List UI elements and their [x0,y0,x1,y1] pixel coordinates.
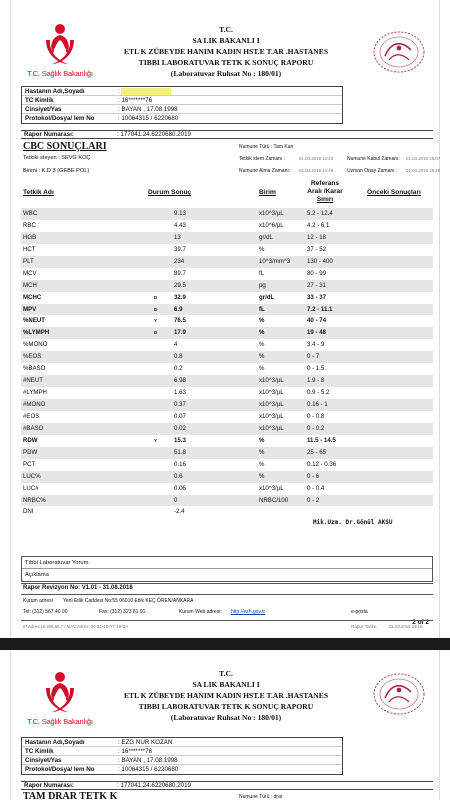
header-license: (Laboratuvar Ruhsat No : 180/01) [170,69,282,78]
result-row [21,435,433,447]
result-value: 0.2 [174,365,183,373]
patient-row [22,114,342,123]
reference-range: 12 - 18 [307,233,326,241]
reference-range: 37 - 52 [307,245,326,253]
report-header [101,668,351,723]
reference-range: 0 - 1.5 [307,365,325,373]
result-unit: pg [259,281,266,289]
result-row [21,280,433,292]
result-row [21,399,433,411]
header-report-type: TIBBI LABORATUVAR TETK K SONUÇ RAPORU [138,58,314,67]
header-ministry: SA LIK BAKANLI I [192,36,260,45]
reference-range: 25 - 65 [307,448,326,456]
test-name: MPV [23,305,37,313]
reference-range: 33 - 37 [307,293,326,301]
report-number-label: Rapor Numarası: [24,782,74,789]
report-header [101,24,351,79]
page-separator [0,638,450,650]
result-value: 0.37 [174,401,186,408]
result-row [21,232,433,244]
result-unit: x10^3/µL [259,412,284,420]
result-unit: % [259,245,265,253]
header-report-type: TIBBI LABORATUVAR TETK K SONUÇ RAPORU [138,702,314,711]
hospital-logo [371,28,427,76]
test-name: MCH [23,281,37,289]
result-value: -2.4 [174,508,185,516]
test-name: LUC% [23,472,41,480]
col-reference-line2: Aralı /Karar [307,188,343,195]
footer-divider [21,583,433,584]
ip-mac: IP Adres:10.208.56.7 / MAC Adres: 00-22-4D-77-19-BA [23,624,129,629]
report-page-2 [10,650,440,800]
ministry-logo [25,20,95,82]
test-name: #BASO [23,424,44,432]
tc-id-label: TC Kimlik [25,748,54,755]
result-unit: % [259,365,265,373]
header-hospital: ETL K ZÜBEYDE HANIM KADIN HST.E T.AR .HASTANES [123,691,329,700]
reference-range: 0 - 7 [307,353,320,361]
patient-name-value [118,87,171,96]
result-row [21,339,433,351]
reference-range: 27 - 31 [307,281,326,289]
revision-value: V1.01 - 31.08.2018 [81,585,133,591]
cbc-results-table [21,208,433,518]
lab-comment-title: Tıbbi Laboratuvar Yorum [22,557,432,569]
result-unit: % [259,436,265,444]
protocol-label: Protokol/Dosya/ lem No [25,766,95,773]
reference-range: 0 - 0.8 [307,412,325,420]
header-license: (Laboratuvar Ruhsat No : 180/01) [170,713,282,722]
web-link[interactable]: http://ezh.gov.tr [231,609,266,615]
patient-name-label: Hastanın Adı,Soyadı [25,88,85,95]
result-row [21,495,433,507]
sample-type: Numune Türü : Tam Kan [239,144,294,150]
request-time-value: 01.03.2019 14:43 [299,156,334,161]
test-name: RDW [23,436,38,444]
protocol-label: Protokol/Dosya/ lem No [25,115,95,122]
patient-info-box [21,86,343,124]
result-value: 234 [174,257,185,265]
patient-name-label: Hastanın Adı,Soyadı [25,739,85,746]
result-row [21,220,433,232]
footer-divider [21,594,433,595]
collect-time-value: 01.03.2019 14:46 [299,168,334,173]
approve-time-label: Uzman Onay Zamanı : [347,168,398,174]
result-value: 0.02 [174,424,186,432]
test-name: #LYMPH [23,389,47,397]
test-name: NRBC% [23,496,46,504]
result-value: 0.8 [174,353,183,361]
test-name: #EOS [23,412,40,420]
col-previous-results: Önceki Sonuçları [367,189,421,196]
hospital-logo [371,670,427,718]
lab-comment-desc: Açıklama [25,572,49,578]
result-unit: % [259,472,265,480]
report-number-label: Rapor Numarası: [24,131,74,138]
header-tc: T.C. [219,25,233,34]
result-value: 0.16 [174,460,186,468]
reference-range: 80 - 99 [307,269,326,277]
result-row [21,268,433,280]
test-name: %EOS [23,353,42,361]
status-flag: D [154,330,158,336]
sample-type: Numune Türü : drar [239,794,283,800]
report-page-1 [10,0,440,638]
urine-section-title: TAM DRAR TETK K [23,791,118,800]
result-value: 6.9 [174,305,183,313]
gender-age-value: : BAYAN , 17.08.1998 [118,757,178,764]
result-row [21,208,433,220]
result-value: 13 [174,233,181,241]
col-status-result: Durum Sonuç [148,189,192,196]
test-name: PCT [23,460,36,468]
cbc-section-title: CBC SONUÇLARI [23,141,107,152]
test-name: %LYMPH [23,329,50,337]
test-name: LUC# [23,484,39,492]
tc-id-value: : 16*******76 [118,748,153,755]
result-unit: x10^3/µL [259,210,284,217]
result-unit: % [259,448,265,456]
report-date-value: 01.03.2019 18:16 [389,624,423,629]
accept-time-value: 01.03.2019 15:07 [406,156,441,161]
result-unit: 10^3/mm^3 [259,257,291,265]
reference-range: 130 - 400 [307,257,333,265]
result-row [21,447,433,459]
result-unit: fL [259,269,265,277]
test-name: WBC [23,210,38,217]
web-label: Kurum Web adresi: [179,609,222,615]
department: Birimi : K.D 3 (GEBE POL) [23,168,90,174]
reference-range: 3.4 - 9 [307,341,325,349]
address-label: Kurum adresi [23,598,53,604]
result-unit: x10^6/µL [259,221,284,229]
reference-range: 0.12 - 0.36 [307,460,337,468]
test-name: DNI [23,508,34,516]
patient-info-box [21,737,343,775]
reference-range: 0 - 0.4 [307,484,325,492]
result-value: 4.43 [174,221,186,229]
result-unit: % [259,460,265,468]
patient-row [22,96,342,105]
result-unit: % [259,329,265,337]
result-value: 32.9 [174,293,186,301]
ministry-logo [25,668,95,730]
report-number-value: : 177041.24.6220680.2019 [117,782,191,789]
result-value: 0.6 [174,472,183,480]
patient-row [22,765,342,774]
result-row [21,244,433,256]
result-row [21,327,433,339]
result-value: 51.8 [174,448,186,456]
result-value: 9.13 [174,210,186,217]
lab-comments-box [21,556,433,582]
revision-label: Rapor Revizyon No: [23,585,81,591]
ministry-emblem-icon [37,20,83,68]
result-value: 76.5 [174,317,186,325]
test-name: HGB [23,233,37,241]
reference-range: 4.2 - 6.1 [307,221,330,229]
result-unit: % [259,341,265,349]
header-ministry: SA LIK BAKANLI I [192,680,260,689]
result-row [21,506,433,518]
result-unit: x10^3/µL [259,484,284,492]
test-name: %MONO [23,341,48,349]
ministry-logo-label: T.C. Sağlık Bakanlığı [27,717,93,726]
reference-range: 0.16 - 1 [307,401,328,408]
test-name: RBC [23,221,36,229]
result-row [21,375,433,387]
result-value: 1.63 [174,389,186,397]
report-date-label: Rapor Tarihi: [351,624,377,629]
col-reference [297,180,353,204]
test-name: PLT [23,257,34,265]
report-number-row [21,781,433,790]
status-flag: D [154,306,158,312]
test-name: #MONO [23,401,46,408]
result-value: 17.9 [174,329,186,337]
reference-range: 0 - 2 [307,496,320,504]
redacted-name [121,88,171,95]
gender-age-value: : BAYAN , 17.08.1998 [118,106,178,113]
patient-row [22,747,342,756]
result-row [21,459,433,471]
header-tc: T.C. [219,669,233,678]
footer-divider [21,620,433,621]
result-unit: fL [259,305,265,313]
status-flag: D [154,294,158,300]
reference-range: 11.5 - 14.5 [307,436,336,444]
reference-range: 0.9 - 5.2 [307,389,330,397]
header-hospital: ETL K ZÜBEYDE HANIM KADIN HST.E T.AR .HASTANES [123,47,329,56]
result-row [21,387,433,399]
patient-name-colon: : [118,88,120,95]
reference-range: 1.9 - 8 [307,377,325,385]
tc-id-label: TC Kimlik [25,97,54,104]
protocol-value: : 10064315 / 6220680 [118,115,179,122]
test-name: #NEUT [23,377,43,385]
hospital-seal-icon [371,28,427,76]
page-number: 2 of 2 [412,619,429,626]
patient-row [22,87,342,96]
result-unit: gr/dL [259,293,275,301]
reference-range: 40 - 74 [307,317,326,325]
reference-range: 0 - 0.2 [307,424,325,432]
patient-row [22,756,342,765]
patient-name-value: : EZG NUR KOZAN [118,739,173,746]
result-value: 15.3 [174,436,186,444]
result-value: 0.06 [174,484,186,492]
result-value: 0 [174,496,178,504]
col-reference-line1: Referans [310,180,340,187]
result-row [21,411,433,423]
col-unit: Birim [259,189,276,196]
test-name: MCHC [23,293,42,301]
revision-row [23,585,133,591]
result-row [21,351,433,363]
test-name: %NEUT [23,317,46,325]
fax: Fax: (312) 323 81 91 [99,609,146,615]
result-unit: % [259,353,265,361]
report-number-value: : 177041.24.6220680.2019 [117,131,191,138]
result-value: 0.07 [174,412,186,420]
email-label: e-posta [351,609,368,615]
reference-range: 7.2 - 11.1 [307,305,333,313]
requester: Tetkiki steyen : SEVG KOÇ [23,155,91,161]
result-unit: gr/dL [259,233,273,241]
result-value: 4 [174,341,178,349]
result-value: 6.98 [174,377,186,385]
status-flag: Y [154,318,158,324]
reference-range: 0 - 6 [307,472,320,480]
patient-row [22,738,342,747]
result-unit: x10^3/µL [259,424,284,432]
protocol-value: : 10064315 / 6220680 [118,766,179,773]
test-name: PDW [23,448,38,456]
result-row [21,363,433,375]
col-reference-line3: Sınırı [316,196,334,203]
result-value: 89.7 [174,269,186,277]
reference-range: 19 - 48 [307,329,326,337]
result-unit: % [259,317,265,325]
hospital-seal-icon [371,670,427,718]
test-name: MCV [23,269,37,277]
result-value: 39.7 [174,245,186,253]
request-time-label: Tetkik stem Zamanı : [239,156,286,162]
result-row [21,292,433,304]
report-number-row [21,130,433,139]
result-row [21,471,433,483]
result-value: 29.5 [174,281,186,289]
result-row [21,256,433,268]
test-name: %BASO [23,365,46,373]
approve-time-value: 01.03.2019 15:25 [406,168,441,173]
result-row [21,304,433,316]
address-value: Yeni Etlik Caddesi No:55 06010 Etlik KEÇ ÖREN/ANKARA [63,598,194,604]
result-unit: NRBC/100 [259,496,289,504]
result-unit: x10^3/µL [259,389,284,397]
col-test-name: Tetkik Adı [23,189,54,196]
ministry-emblem-icon [37,668,83,716]
gender-age-label: Cinsiyet/Yas [25,757,62,764]
tel: Tel: (312) 567 40 00 [23,609,68,615]
collect-time-label: Numune Alma Zamanı: [239,168,291,174]
result-unit: x10^3/µL [259,377,284,385]
result-unit: x10^3/µL [259,401,284,408]
gender-age-label: Cinsiyet/Yas [25,106,62,113]
accept-time-label: Numune Kabul Zamanı: [347,156,400,162]
test-name: HCT [23,245,36,253]
reference-range: 5.2 - 12.4 [307,210,333,217]
approving-doctor: Mik.Uzm. Dr.Gönül AKSU [313,519,393,526]
result-row [21,315,433,327]
result-row [21,483,433,495]
status-flag: Y [154,437,158,443]
result-row [21,423,433,435]
tc-id-value: : 16*******76 [118,97,153,104]
patient-row [22,105,342,114]
ministry-logo-label: T.C. Sağlık Bakanlığı [27,69,93,78]
